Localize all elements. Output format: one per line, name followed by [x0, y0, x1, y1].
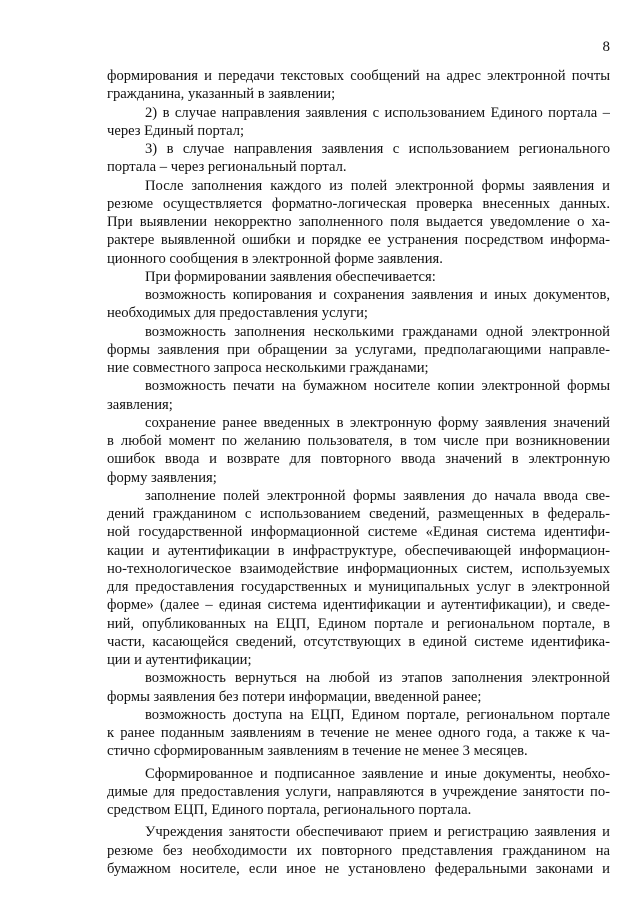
text-line: форму заявления; [107, 469, 217, 486]
text-line: Учреждения занятости обеспечивают прием и регистрацию заявления и [145, 824, 610, 841]
text-line: форме» (далее – единая система идентификации и аутентификации), и сведе- [107, 597, 610, 614]
document-body [107, 67, 610, 878]
text-line: После заполнения каждого из полей электронной формы заявления и [145, 177, 610, 194]
text-line: к ранее поданным заявлениям в течение не менее одного года, а также к ча- [107, 725, 610, 741]
text-line: формирования и передачи текстовых сообщений на адрес электронной почты [107, 68, 610, 84]
text-line: димые для предоставления услуги, направляются в учреждение занятости по- [107, 783, 610, 800]
text-line: возможность заполнения несколькими гражданами одной электронной [145, 323, 610, 340]
text-line: ной государственной информационной системе «Единая система идентифи- [107, 524, 610, 541]
text-line: резюме осуществляется форматно-логическая проверка внесенных данных. [107, 195, 610, 212]
text-line: ционного сообщения в электронной форме заявления. [107, 250, 443, 267]
text-line: но-технологическое взаимодействие информационных систем, используемых [107, 560, 610, 577]
text-line: резюме без необходимости их повторного представления гражданином на [107, 842, 610, 859]
text-line: гражданина, указанный в заявлении; [107, 86, 336, 103]
text-line: 3) в случае направления заявления с использованием регионального [145, 141, 610, 157]
text-line: через Единый портал; [107, 122, 245, 139]
text-line: формы заявления при обращении за услугами, предполагающими направле- [107, 341, 610, 358]
text-line: При формировании заявления обеспечивается: [145, 268, 436, 285]
text-line: возможность печати на бумажном носителе копии электронной формы [145, 378, 610, 395]
text-line: дений гражданином с использованием сведений, размещенных в федераль- [107, 506, 610, 522]
text-line: возможность вернуться на любой из этапов заполнения электронной [145, 670, 610, 687]
text-line: рактере выявленной ошибки и порядке ее устранения посредством информа- [107, 232, 610, 249]
text-line: возможность копирования и сохранения заявления и иных документов, [145, 287, 610, 303]
text-line: формы заявления без потери информации, введенной ранее; [107, 688, 482, 705]
text-line: заполнение полей электронной формы заявления до начала ввода све- [145, 487, 610, 504]
text-line: ний, опубликованных на ЕЦП, Едином портале и региональном портале, в [107, 615, 610, 632]
text-line: бумажном носителе, если иное не установлено федеральными законами и [107, 860, 610, 877]
text-line: сохранение ранее введенных в электронную форму заявления значений [145, 414, 610, 431]
text-line: необходимых для предоставления услуги; [107, 305, 368, 322]
page-number: 8 [602, 39, 610, 55]
text-line: заявления; [107, 396, 173, 413]
text-line: портала – через региональный портал. [107, 159, 347, 176]
text-line: стично сформированным заявлениям в течение не менее 3 месяцев. [107, 743, 528, 760]
text-line: кации и аутентификации в инфраструктуре, обеспечивающей информацион- [107, 542, 610, 559]
text-line: При выявлении некорректно заполненного поля выдается уведомление о ха- [107, 214, 610, 230]
text-line: средством ЕЦП, Единого портала, регионального портала. [107, 802, 472, 818]
text-line: в любой момент по желанию пользователя, в том числе при возникновении [107, 433, 610, 449]
text-line: возможность доступа на ЕЦП, Едином портале, региональном портале [145, 706, 610, 723]
text-line: ции и аутентификации; [107, 652, 252, 668]
text-line: Сформированное и подписанное заявление и иные документы, необхо- [145, 765, 610, 782]
text-line: ошибок ввода и возврате для повторного ввода значений в электронную [107, 451, 610, 468]
text-line: 2) в случае направления заявления с использованием Единого портала – [145, 104, 610, 121]
text-line: части, касающейся сведений, отсутствующих в единой системе идентифика- [107, 633, 610, 650]
text-line: для предоставления государственных и муниципальных услуг в электронной [107, 579, 610, 595]
text-line: ние совместного запроса несколькими гражданами; [107, 360, 429, 376]
